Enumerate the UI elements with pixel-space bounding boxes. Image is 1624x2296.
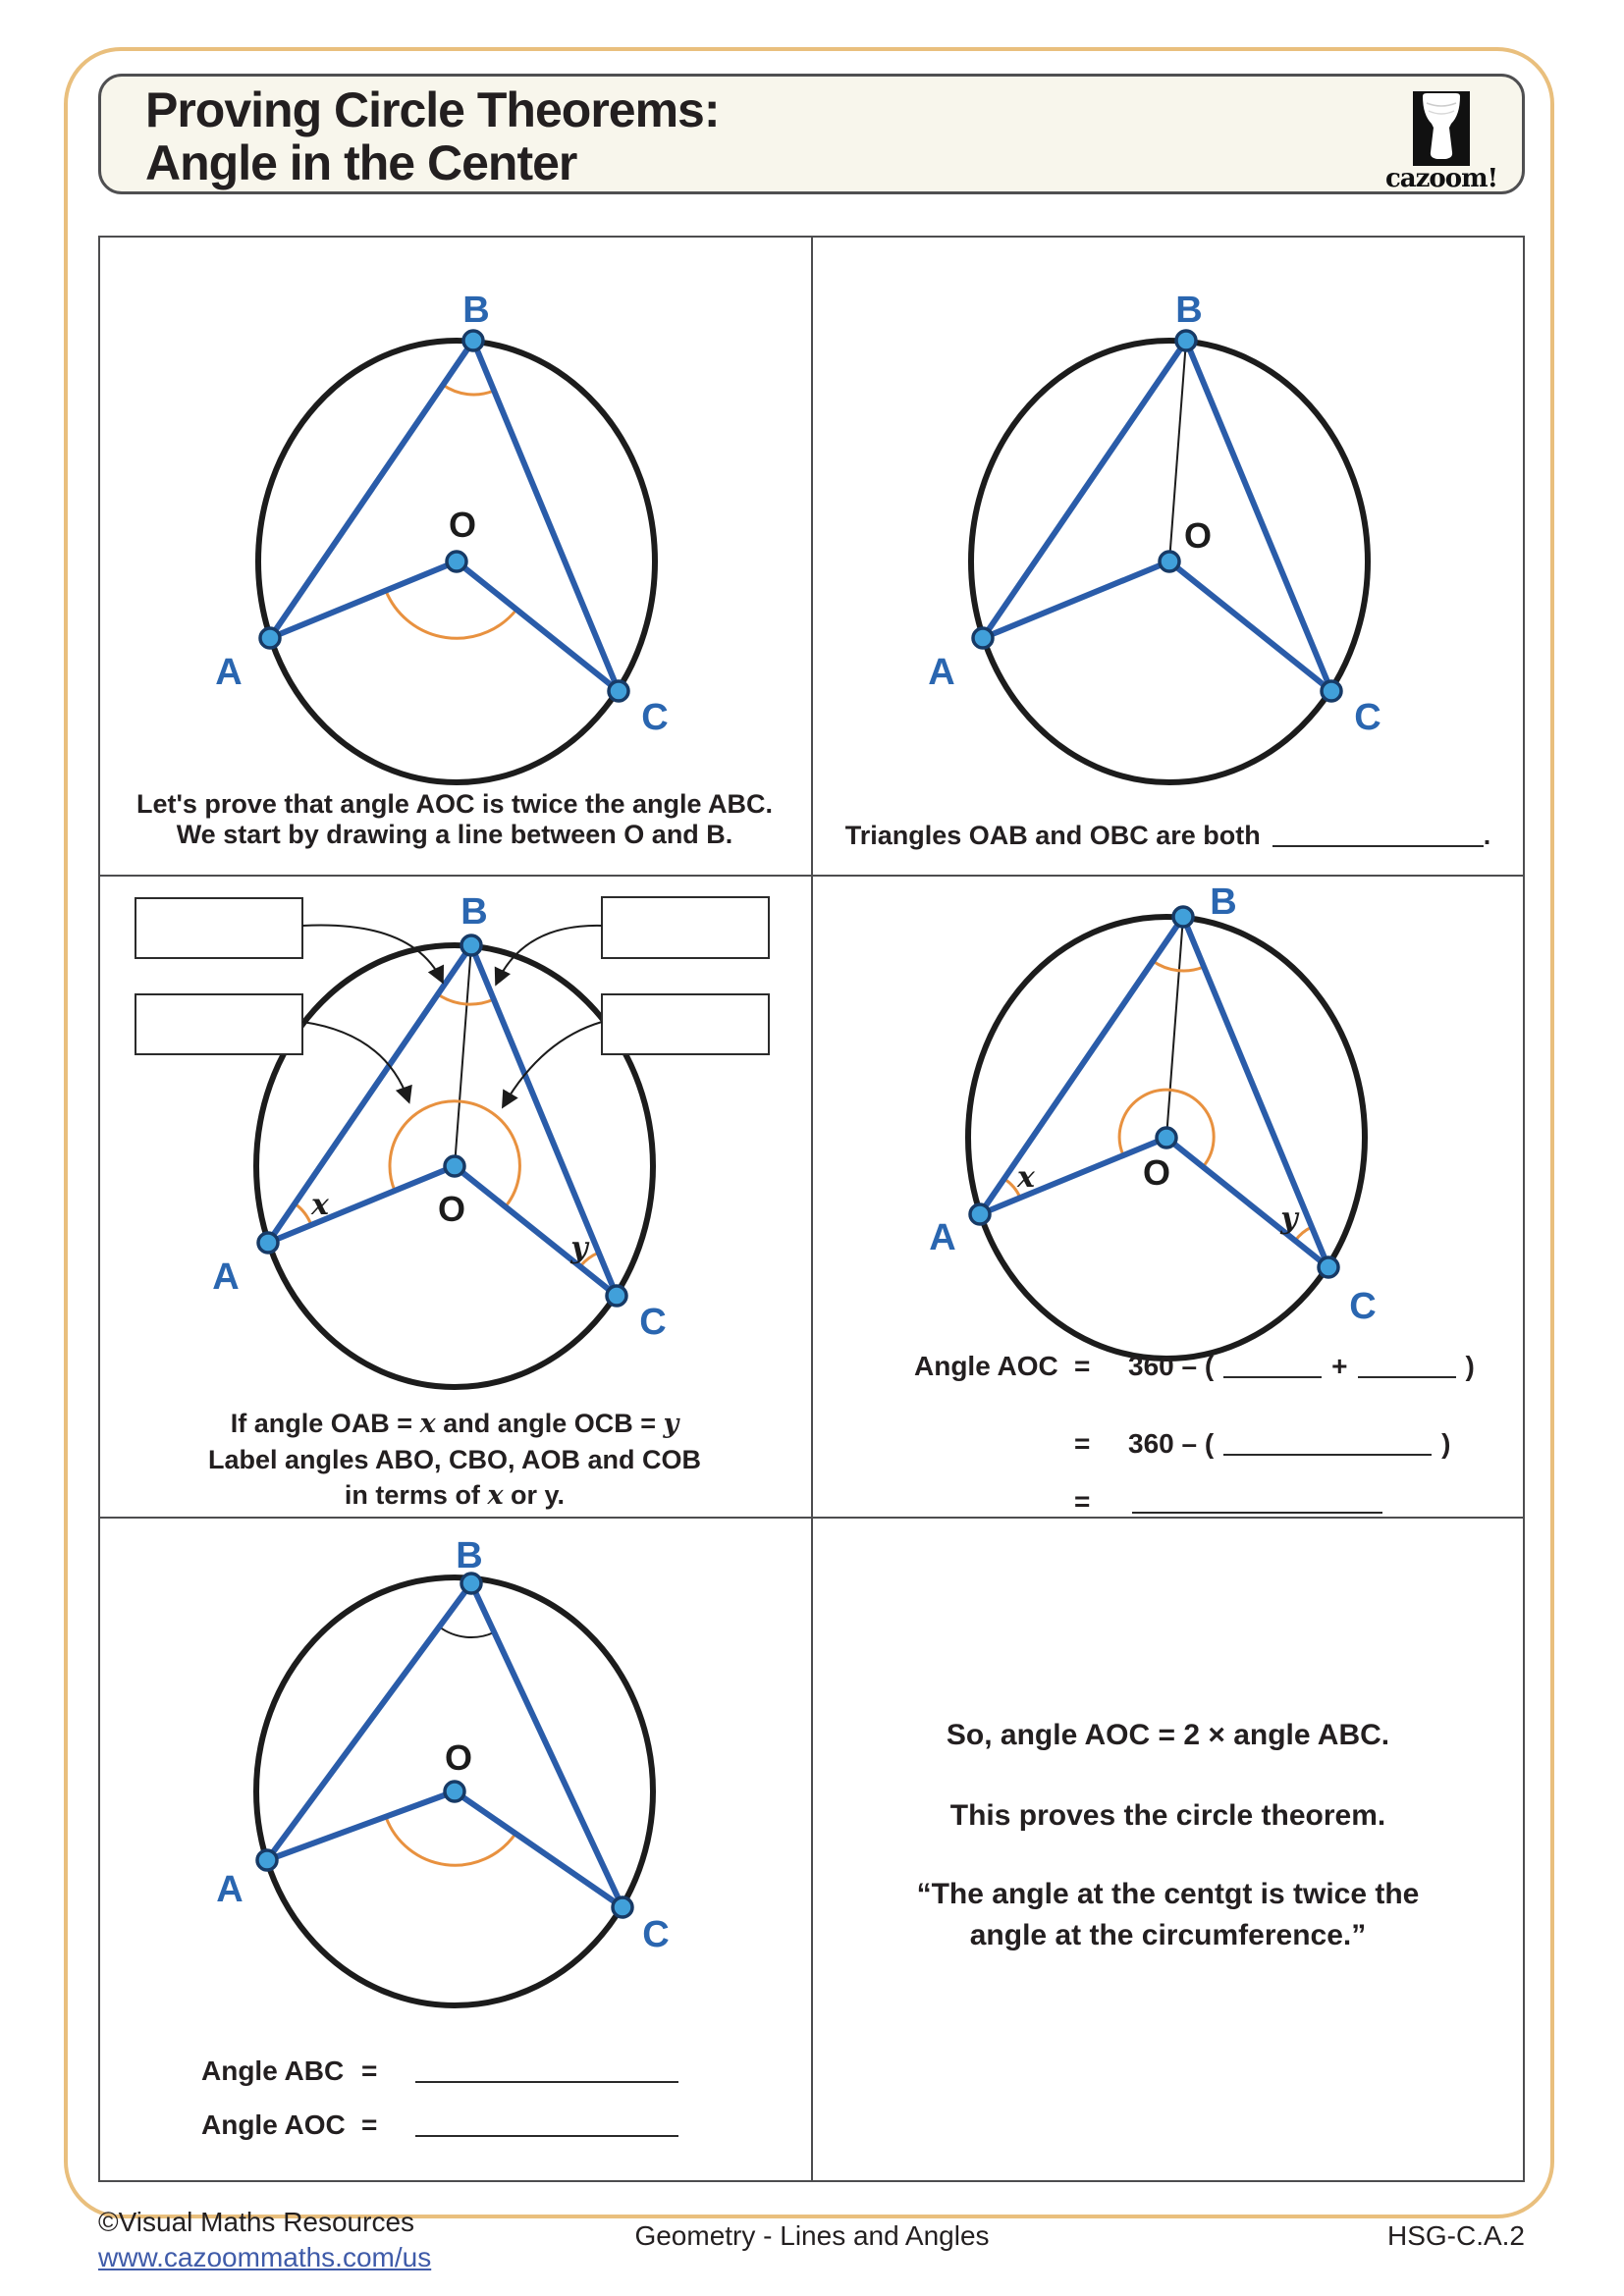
point-dot-o — [445, 1782, 464, 1801]
step3-cap3a: in terms of — [344, 1480, 488, 1510]
equals-sign: = — [361, 2109, 378, 2140]
blank-line — [1223, 1428, 1432, 1456]
circle-diagram-step-1 — [98, 236, 811, 875]
conclusion-line2: This proves the circle theorem. — [949, 1799, 1386, 1832]
footer-website-link[interactable]: www.cazoommaths.com/us — [98, 2242, 432, 2272]
step2-caption — [811, 818, 1525, 851]
step3-cap1b: and angle OCB = — [435, 1409, 664, 1438]
point-dot-c — [1319, 1257, 1338, 1277]
point-label-b: B — [1210, 881, 1237, 923]
point-dot-b — [461, 1574, 481, 1593]
point-dot-b — [461, 935, 481, 955]
angle-label-x: x — [1017, 1160, 1035, 1195]
equals-sign: = — [1074, 1351, 1091, 1381]
expression-open: 360 – ( — [1128, 1351, 1215, 1381]
expression-open: 360 – ( — [1128, 1428, 1215, 1459]
angle-arc-abc — [443, 385, 494, 395]
cazoom-logo-text: cazoom! — [1384, 164, 1498, 193]
point-dot-b — [1176, 331, 1196, 350]
chord-bc — [473, 341, 619, 691]
point-dot-c — [609, 681, 628, 701]
angle-arc-abo — [438, 994, 466, 1004]
answer-row-aoc — [201, 2107, 678, 2141]
step1-caption-line1: Let's prove that angle AOC is twice the angle ABC. — [135, 789, 774, 819]
panel-proof-step-5 — [98, 1517, 811, 2182]
angle-arc-cbo — [466, 999, 494, 1004]
step3-var-x2: x — [487, 1480, 504, 1511]
angle-arc-aoc — [386, 1817, 515, 1865]
blank-line — [415, 2109, 678, 2137]
point-dot-o — [447, 552, 466, 571]
panel-conclusion — [811, 1517, 1525, 2182]
point-label-a: A — [212, 1256, 240, 1298]
chord-ab — [267, 1583, 471, 1860]
point-label-o: O — [437, 1189, 466, 1229]
equation-row-3 — [914, 1483, 1386, 1518]
circle-diagram-step-2 — [811, 236, 1525, 875]
point-label-b: B — [456, 1535, 483, 1576]
answer-box-abo — [135, 898, 302, 958]
point-label-o: O — [1183, 515, 1213, 556]
blank-line — [1358, 1351, 1456, 1378]
point-label-a: A — [216, 1869, 244, 1910]
answer-label-aoc: Angle AOC — [201, 2109, 346, 2140]
step3-caption — [98, 1406, 811, 1514]
angle-label-y: y — [1280, 1201, 1298, 1236]
point-label-b: B — [460, 891, 488, 933]
step2-caption-period: . — [1483, 821, 1491, 850]
line-ob — [455, 945, 471, 1166]
point-label-a: A — [215, 652, 243, 693]
angle-arc-aoc — [386, 591, 516, 638]
answer-box-aob — [135, 994, 302, 1054]
angle-arc-x — [295, 1203, 311, 1225]
circle-diagram-step-4 — [811, 875, 1525, 1517]
arrow-to-angle-abo — [302, 925, 442, 981]
point-label-b: B — [1175, 290, 1203, 331]
step3-caption-line3 — [98, 1477, 811, 1514]
djembe-drum-icon — [1413, 91, 1470, 166]
point-label-c: C — [1354, 697, 1381, 738]
blank-line — [415, 2056, 678, 2083]
equals-sign: = — [361, 2056, 378, 2086]
blank-line — [1132, 1486, 1382, 1514]
step3-cap1a: If angle OAB = — [230, 1409, 420, 1438]
point-dot-o — [1157, 1128, 1176, 1148]
step2-caption-text: Triangles OAB and OBC are both — [844, 821, 1261, 850]
step1-caption — [98, 789, 811, 850]
expression-close: ) — [1441, 1428, 1451, 1459]
point-dot-b — [1173, 907, 1193, 927]
point-label-a: A — [928, 652, 955, 693]
step1-caption-line2: We start by drawing a line between O and B. — [176, 820, 733, 849]
plus-sign: + — [1331, 1351, 1348, 1381]
point-dot-a — [973, 628, 993, 648]
panel-proof-step-1 — [98, 236, 811, 875]
point-dot-c — [613, 1897, 632, 1917]
point-dot-a — [260, 628, 280, 648]
footer-copyright: ©Visual Maths Resources — [98, 2207, 415, 2237]
point-label-o: O — [448, 505, 477, 545]
point-dot-a — [258, 1233, 278, 1253]
point-label-c: C — [641, 697, 669, 738]
cazoom-logo — [1413, 91, 1470, 166]
panel-proof-step-3 — [98, 875, 811, 1517]
title-bar — [98, 74, 1525, 194]
equals-sign: = — [1074, 1486, 1091, 1517]
answer-box-cob — [602, 994, 769, 1054]
chord-bc — [471, 945, 617, 1296]
point-label-b: B — [462, 290, 490, 331]
footer-topic: Geometry - Lines and Angles — [634, 2220, 990, 2251]
line-ob — [1166, 917, 1183, 1138]
point-dot-o — [445, 1156, 464, 1176]
footer-standard-code: HSG-C.A.2 — [1386, 2220, 1525, 2251]
point-label-o: O — [1142, 1152, 1171, 1193]
page-title-line1: Proving Circle Theorems: — [145, 82, 720, 137]
answer-row-abc — [201, 2053, 678, 2087]
chord-bc — [1183, 917, 1328, 1267]
point-label-c: C — [642, 1914, 670, 1955]
angle-label-y: y — [570, 1231, 588, 1265]
step3-var-x: x — [419, 1409, 436, 1439]
equation-lhs: Angle AOC — [914, 1351, 1058, 1381]
angle-label-x: x — [311, 1188, 329, 1222]
step3-cap3b: or y. — [503, 1480, 566, 1510]
equals-sign: = — [1074, 1428, 1091, 1459]
equation-row-1 — [914, 1348, 1475, 1382]
angle-arc-abc — [1153, 961, 1204, 971]
answer-label-abc: Angle ABC — [201, 2056, 345, 2086]
blank-line — [1272, 821, 1484, 847]
point-label-c: C — [639, 1302, 667, 1343]
point-dot-b — [463, 331, 483, 350]
point-dot-o — [1160, 552, 1179, 571]
panel-proof-step-4 — [811, 875, 1525, 1517]
angle-arc-abc — [439, 1627, 494, 1637]
point-dot-a — [970, 1204, 990, 1224]
conclusion-quote-line1: “The angle at the centgt is twice the — [916, 1878, 1420, 1910]
point-label-a: A — [929, 1217, 956, 1258]
page-title — [145, 83, 720, 189]
point-dot-a — [257, 1850, 277, 1870]
conclusion-quote-line2: angle at the circumference.” — [969, 1919, 1367, 1951]
step3-caption-line1 — [98, 1406, 811, 1442]
conclusion-line1: So, angle AOC = 2 × angle ABC. — [946, 1719, 1390, 1751]
point-dot-c — [1322, 681, 1341, 701]
point-label-o: O — [444, 1737, 473, 1778]
blank-line — [1223, 1351, 1322, 1378]
point-label-c: C — [1349, 1286, 1377, 1327]
point-dot-c — [607, 1286, 626, 1306]
expression-close: ) — [1465, 1351, 1475, 1381]
step3-var-y: y — [663, 1409, 679, 1439]
step3-caption-line2: Label angles ABO, CBO, AOB and COB — [207, 1445, 702, 1474]
panel-proof-step-2 — [811, 236, 1525, 875]
answer-box-cbo — [602, 897, 769, 958]
equation-row-2 — [914, 1425, 1451, 1460]
page-title-line2: Angle in the Center — [145, 135, 577, 190]
